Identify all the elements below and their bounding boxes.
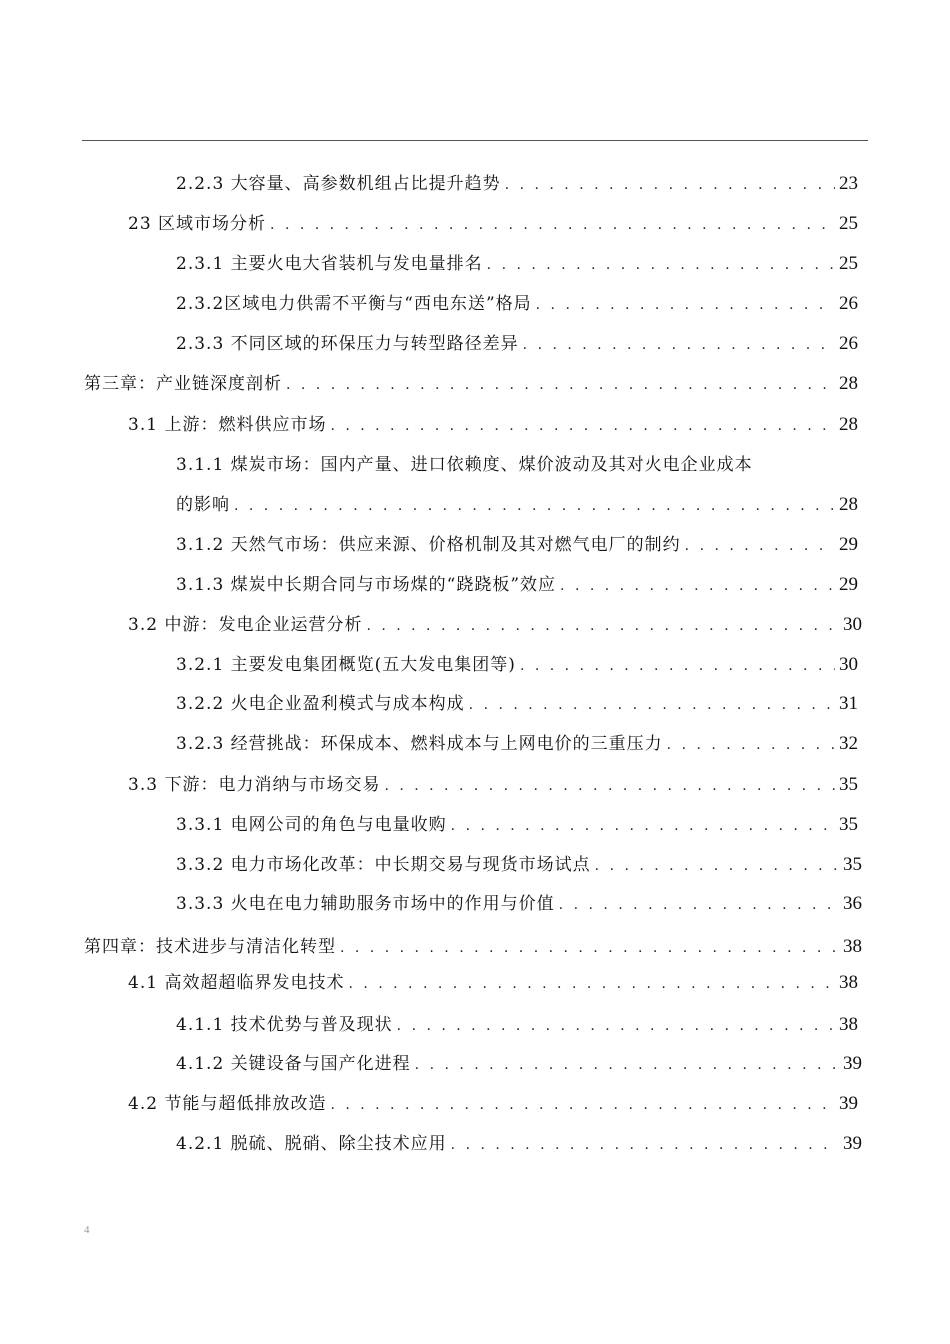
leader-dots <box>234 494 835 518</box>
toc-entry[interactable] <box>176 853 862 878</box>
leader-dots <box>595 854 839 878</box>
toc-entry[interactable] <box>176 732 858 757</box>
toc-entry[interactable] <box>176 493 858 518</box>
toc-entry-label: 3.2 中游：发电企业运营分析 <box>128 615 363 635</box>
toc-entry[interactable] <box>176 653 858 678</box>
toc-entry-label: 4.2 节能与超低排放改造 <box>128 1094 327 1114</box>
toc-entry[interactable] <box>176 813 858 838</box>
toc-entry-label: 4.1 高效超超临界发电技术 <box>128 973 345 993</box>
toc-entry-page: 31 <box>839 693 858 714</box>
leader-dots <box>330 414 835 438</box>
toc-entry[interactable] <box>176 1132 862 1157</box>
leader-dots <box>451 814 835 838</box>
toc-entry-page: 39 <box>843 1053 862 1074</box>
leader-dots <box>286 373 835 397</box>
toc-entry-page: 35 <box>839 814 858 835</box>
toc-entry-page: 39 <box>843 1133 862 1154</box>
toc-entry-label: 3.3.3 火电在电力辅助服务市场中的作用与价值 <box>176 894 555 914</box>
toc-entry-page: 38 <box>839 1014 858 1035</box>
leader-dots <box>451 1133 839 1157</box>
toc-entry[interactable] <box>176 573 858 598</box>
toc-entry-label: 4.1.1 技术优势与普及现状 <box>176 1015 393 1035</box>
toc-entry[interactable] <box>128 971 858 996</box>
toc-entry-label: 3.1.3 煤炭中长期合同与市场煤的“跷跷板”效应 <box>176 575 557 595</box>
toc-entry-page: 25 <box>839 253 858 274</box>
toc-entry-page: 28 <box>839 494 858 515</box>
toc-entry-label: 3.1 上游：燃料供应市场 <box>128 415 327 435</box>
leader-dots <box>270 213 835 237</box>
leader-dots <box>559 893 839 917</box>
toc-entry[interactable] <box>176 1013 858 1038</box>
toc-entry-page: 29 <box>839 574 858 595</box>
toc-entry[interactable] <box>176 1052 862 1077</box>
leader-dots <box>667 733 835 757</box>
toc-entry-label: 2.3.1 主要火电大省装机与发电量排名 <box>176 254 483 274</box>
leader-dots <box>340 936 839 960</box>
toc-entry-page: 38 <box>843 936 862 957</box>
toc-entry-page: 30 <box>839 654 858 675</box>
leader-dots <box>523 333 835 357</box>
leader-dots <box>469 693 835 717</box>
toc-entry[interactable] <box>176 172 858 197</box>
toc-entry[interactable] <box>176 692 858 717</box>
toc-entry-label: 2.2.3 大容量、高参数机组占比提升趋势 <box>176 174 501 194</box>
toc-entry-page: 30 <box>843 614 862 635</box>
toc-entry-label: 3.3.2 电力市场化改革：中长期交易与现货市场试点 <box>176 855 591 875</box>
toc-entry-page: 25 <box>839 213 858 234</box>
toc-entry[interactable] <box>128 1092 858 1117</box>
toc-entry-page: 39 <box>839 1093 858 1114</box>
toc-entry-label: 3.2.3 经营挑战：环保成本、燃料成本与上网电价的三重压力 <box>176 734 663 754</box>
toc-entry-label: 第四章：技术进步与清洁化转型 <box>84 937 336 957</box>
toc-entry-label: 3.2.2 火电企业盈利模式与成本构成 <box>176 694 465 714</box>
toc-entry-label-continuation: 的影响 <box>176 495 230 515</box>
leader-dots <box>560 574 835 598</box>
toc-entry-label: 3.3.1 电网公司的角色与电量收购 <box>176 815 447 835</box>
leader-dots <box>415 1053 839 1077</box>
toc-entry-label: 4.2.1 脱硫、脱硝、除尘技术应用 <box>176 1134 447 1154</box>
toc-entry[interactable] <box>128 773 858 798</box>
leader-dots <box>397 1014 835 1038</box>
toc-entry-label: 3.3 下游：电力消纳与市场交易 <box>128 775 381 795</box>
toc-entry-label: 4.1.2 关键设备与国产化进程 <box>176 1054 411 1074</box>
toc-entry[interactable] <box>176 892 862 917</box>
leader-dots <box>330 1093 835 1117</box>
toc-entry-page: 35 <box>843 854 862 875</box>
leader-dots <box>348 972 835 996</box>
leader-dots <box>384 774 835 798</box>
toc-entry[interactable] <box>176 533 858 558</box>
toc-entry-page: 35 <box>839 774 858 795</box>
leader-dots <box>685 534 835 558</box>
header-rule <box>82 140 868 141</box>
toc-entry[interactable] <box>176 332 858 357</box>
toc-entry-page: 29 <box>839 534 858 555</box>
toc-entry[interactable] <box>176 252 858 277</box>
toc-entry-page: 36 <box>843 893 862 914</box>
toc-entry[interactable] <box>128 613 862 638</box>
toc-entry-page: 26 <box>839 293 858 314</box>
toc-entry[interactable] <box>128 212 858 237</box>
leader-dots <box>520 654 835 678</box>
toc-entry-page: 23 <box>839 173 858 194</box>
toc-entry-label: 2.3.3 不同区域的环保压力与转型路径差异 <box>176 334 519 354</box>
toc-entry-label: 2.3.2区域电力供需不平衡与“西电东送”格局 <box>176 294 532 314</box>
toc-chapter-entry[interactable] <box>84 372 858 397</box>
leader-dots <box>505 173 835 197</box>
toc-entry-page: 26 <box>839 333 858 354</box>
toc-entry[interactable] <box>176 292 858 317</box>
leader-dots <box>366 614 839 638</box>
toc-entry-label: 第三章：产业链深度剖析 <box>84 374 282 394</box>
toc-entry-label: 23 区域市场分析 <box>128 214 267 234</box>
toc-chapter-entry[interactable] <box>84 935 862 960</box>
toc-entry[interactable] <box>128 413 858 438</box>
toc-entry-page: 28 <box>839 373 858 394</box>
toc-entry-page: 28 <box>839 414 858 435</box>
toc-entry-label: 3.2.1 主要发电集团概览(五大发电集团等) <box>176 655 516 675</box>
toc-entry-page: 38 <box>839 972 858 993</box>
toc-entry-page: 32 <box>839 733 858 754</box>
leader-dots <box>536 293 835 317</box>
toc-entry-label-first-line[interactable]: 3.1.1 煤炭市场：国内产量、进口依赖度、煤价波动及其对火电企业成本 <box>176 455 753 475</box>
footer-page-number: 4 <box>84 1224 90 1236</box>
leader-dots <box>487 253 835 277</box>
toc-entry-label: 3.1.2 天然气市场：供应来源、价格机制及其对燃气电厂的制约 <box>176 535 681 555</box>
